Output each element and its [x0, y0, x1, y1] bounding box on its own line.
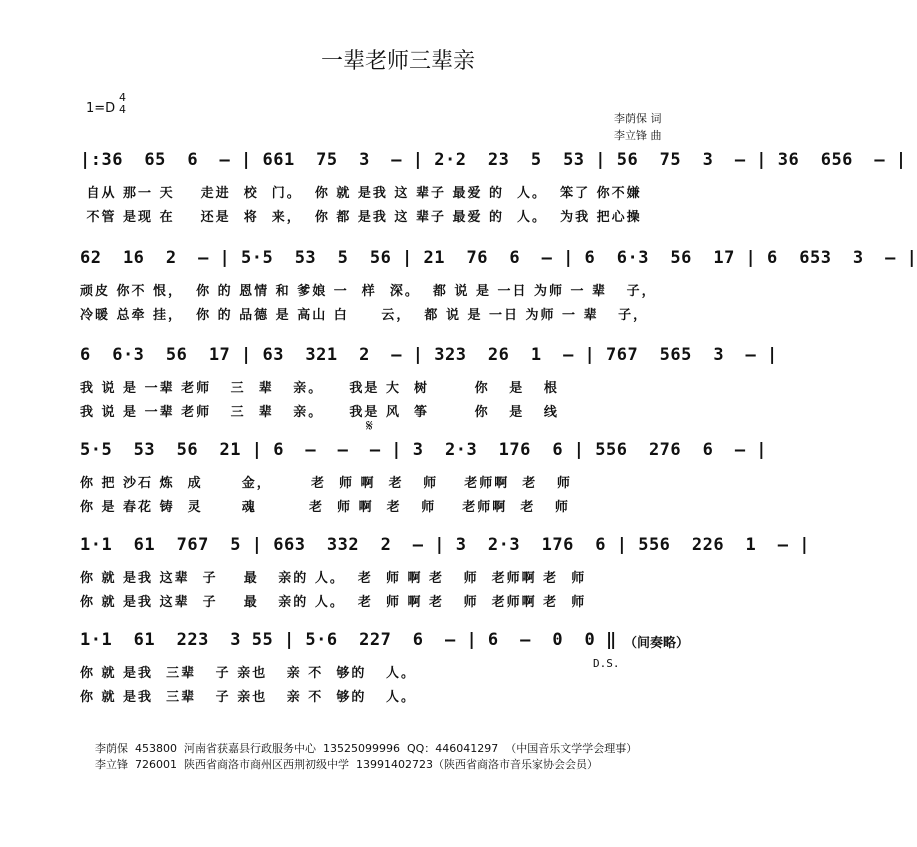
notation-line: 1·1 61 767 5 | 663 332 2 – | 3 2·3 176 6 | 556 226 1 – |: [80, 535, 810, 555]
notation-line: 5·5 53 56 21 | 6 – – – | 3 2·3 176 6 | 556 276 6 – |: [80, 440, 768, 460]
lyric-verse-1: 你 把 沙石 炼 成 金， 老 师 啊 老 师 老师啊 老 师: [80, 476, 572, 491]
time-signature: [119, 92, 126, 116]
lyric-verse-1: 你 就 是我 三辈 子 亲也 亲 不 够的 人。: [80, 666, 416, 681]
lyric-verse-1: 你 就 是我 这辈 子 最 亲的 人。 老 师 啊 老 师 老师啊 老 师: [80, 571, 587, 586]
song-title: 一辈老师三辈亲: [320, 49, 475, 74]
lyric-verse-2: 冷暖 总牵 挂， 你 的 品德 是 高山 白 云， 都 说 是 一日 为师 一 辈 子，: [80, 308, 649, 323]
dal-segno-mark: D.S.: [593, 657, 620, 670]
lyric-verse-2: 我 说 是 一辈 老师 三 辈 亲。 我是 风 筝 你 是 线: [80, 405, 559, 420]
lyric-verse-2: 你 就 是我 这辈 子 最 亲的 人。 老 师 啊 老 师 老师啊 老 师: [80, 595, 587, 610]
footer-line-lyricist: 李荫保 453800 河南省获嘉县行政服务中心 13525099996 QQ：446041297 （中国音乐文学学会理事）: [95, 742, 638, 755]
notation-line: 62 16 2 – | 5·5 53 5 56 | 21 76 6 – | 6 6·3 56 17 | 6 653 3 – |: [80, 248, 917, 268]
footer-line-composer: 李立锋 726001 陕西省商洛市商州区西荆初级中学 13991402723（陕西省商洛市音乐家协会会员）: [95, 758, 598, 771]
notation-line: 6 6·3 56 17 | 63 321 2 – | 323 26 1 – | 767 565 3 – |: [80, 345, 778, 365]
key-signature: 1=D: [86, 101, 116, 116]
notation-line: 1·1 61 223 3 55 | 5·6 227 6 – | 6 – 0 0 ‖: [80, 630, 617, 650]
time-signature-top: 4: [119, 91, 126, 104]
lyricist-credit: 李荫保 词: [614, 112, 662, 125]
segno-sign: 𝄋: [366, 416, 373, 435]
lyric-verse-2: 不管 是现 在 还是 将 来， 你 都 是我 这 辈子 最爱 的 人。 为我 把心操: [80, 210, 642, 225]
lyric-verse-2: 你 就 是我 三辈 子 亲也 亲 不 够的 人。: [80, 690, 416, 705]
time-signature-bottom: 4: [119, 103, 126, 116]
lyric-verse-1: 自从 那一 天 走进 校 门。 你 就 是我 这 辈子 最爱 的 人。 笨了 你不嫌: [80, 186, 642, 201]
notation-line: |:36 65 6 – | 661 75 3 – | 2·2 23 5 53 | 56 75 3 – | 36 656 – |: [80, 150, 907, 170]
lyric-verse-2: 你 是 春花 铸 灵 魂 老 师 啊 老 师 老师啊 老 师: [80, 500, 570, 515]
lyric-verse-1: 顽皮 你不 恨， 你 的 恩情 和 爹娘 一 样 深。 都 说 是 一日 为师 一 辈 子，: [80, 284, 657, 299]
interlude-note: （间奏略）: [624, 636, 690, 651]
lyric-verse-1: 我 说 是 一辈 老师 三 辈 亲。 我是 大 树 你 是 根: [80, 381, 559, 396]
composer-credit: 李立锋 曲: [614, 129, 662, 142]
